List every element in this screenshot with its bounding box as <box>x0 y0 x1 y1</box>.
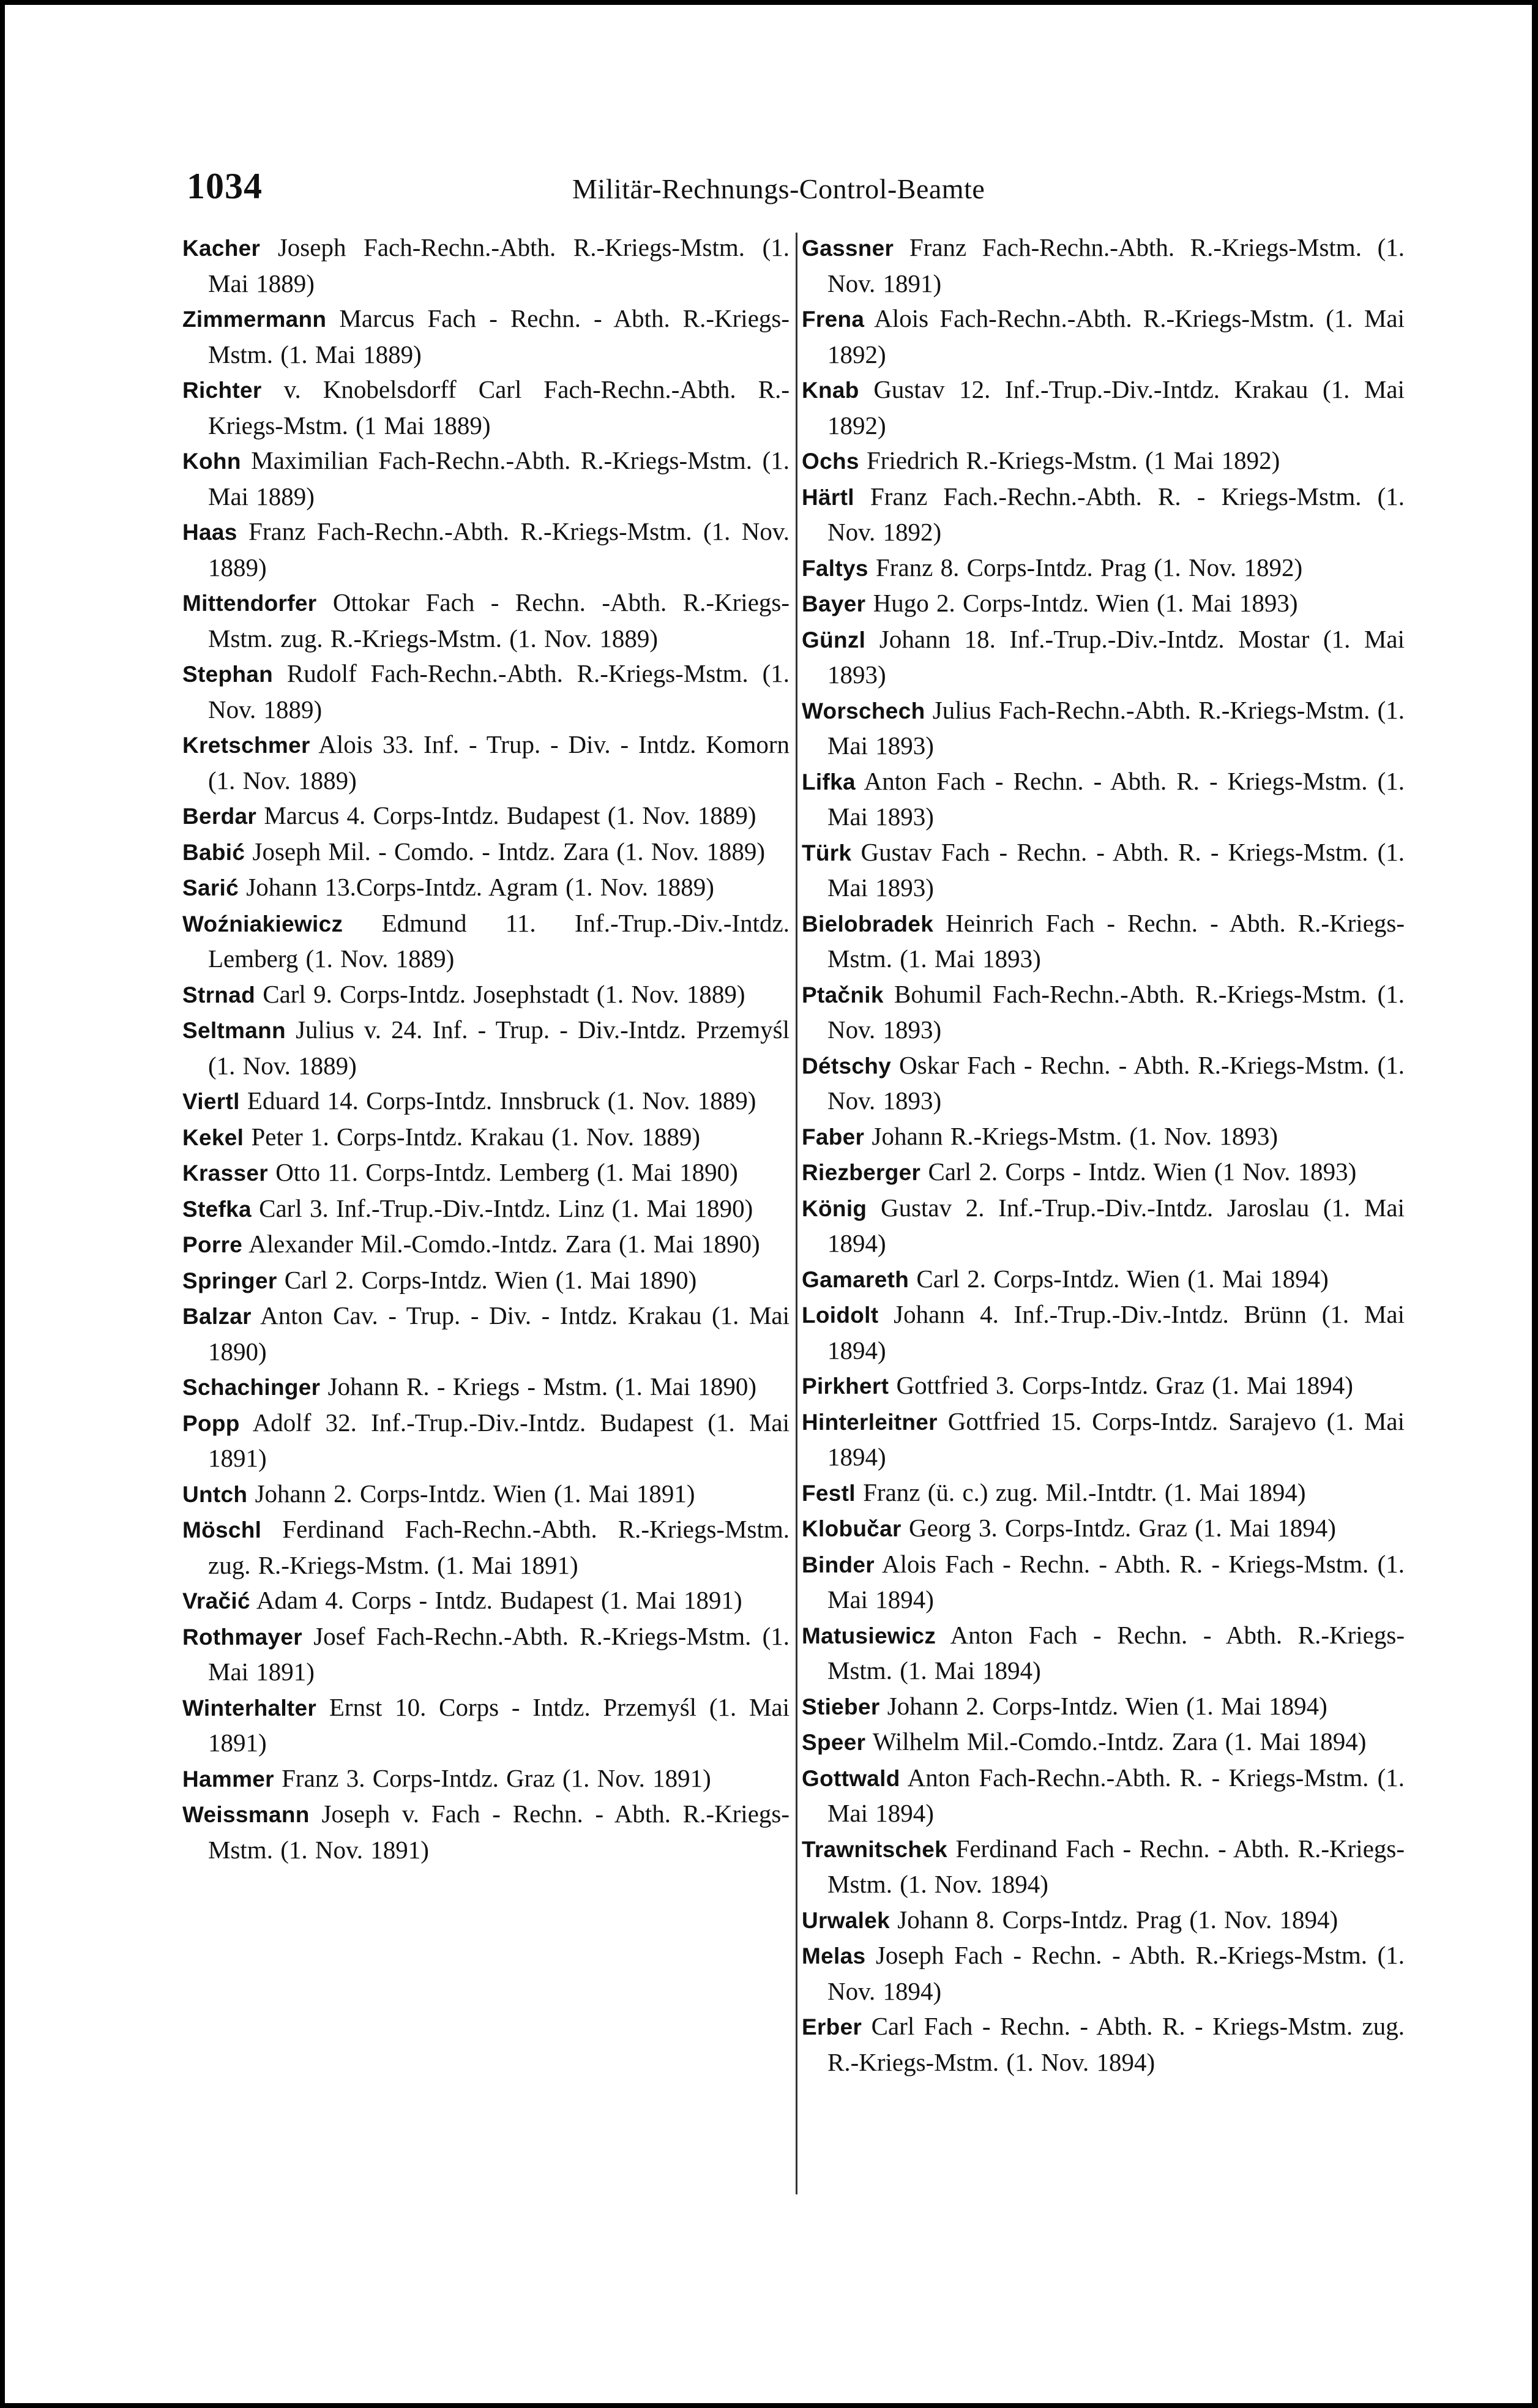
register-entry <box>802 372 1405 443</box>
register-entry <box>802 2009 1405 2080</box>
entry-details: Johann 4. Inf.-Trup.-Div.-Intdz. Brünn (1. Mai 1894) <box>827 1300 1405 1364</box>
entry-details: Rudolf Fach-Rechn.-Abth. R.-Kriegs-Mstm. (1. Nov. 1889) <box>208 659 790 724</box>
register-entry <box>802 1154 1405 1191</box>
entry-surname: Möschl <box>182 1517 262 1542</box>
entry-details: Gustav 12. Inf.-Trup.-Div.-Intdz. Krakau (1. Mai 1892) <box>827 375 1405 439</box>
entry-details: Franz (ü. c.) zug. Mil.-Intdtr. (1. Mai 1894) <box>863 1478 1306 1506</box>
entry-details: Eduard 14. Corps-Intdz. Innsbruck (1. Nov. 1889) <box>247 1086 756 1115</box>
register-entry <box>182 1369 790 1405</box>
register-entry <box>182 1690 790 1761</box>
entry-surname: Günzl <box>802 627 866 652</box>
register-entry <box>182 1512 790 1583</box>
entry-details: Josef Fach-Rechn.-Abth. R.-Kriegs-Mstm. (1. Mai 1891) <box>208 1621 790 1686</box>
register-entry <box>182 798 790 834</box>
register-entry <box>802 230 1405 301</box>
left-column <box>182 230 790 1868</box>
entry-surname: Stieber <box>802 1694 880 1719</box>
entry-surname: Richter <box>182 378 262 403</box>
entry-details: Franz Fach.-Rechn.-Abth. R. - Kriegs-Mstm. (1. Nov. 1892) <box>827 482 1405 546</box>
entry-details: Gustav 2. Inf.-Trup.-Div.-Intdz. Jaroslau (1. Mai 1894) <box>827 1193 1405 1257</box>
register-entry <box>182 585 790 656</box>
register-entry <box>802 1191 1405 1262</box>
register-entry <box>182 1155 790 1191</box>
entry-surname: Woźniakiewicz <box>182 911 343 937</box>
register-entry <box>802 1689 1405 1725</box>
register-entry <box>182 1797 790 1868</box>
register-entry <box>802 443 1405 479</box>
entry-surname: Balzar <box>182 1304 252 1329</box>
entry-details: Carl 2. Corps - Intdz. Wien (1 Nov. 1893) <box>928 1157 1357 1186</box>
entry-details: Maximilian Fach-Rechn.-Abth. R.-Kriegs-Mstm. (1. Mai 1889) <box>208 446 790 510</box>
register-entry <box>182 1583 790 1619</box>
register-entry <box>802 1831 1405 1902</box>
entry-details: Ottokar Fach - Rechn. -Abth. R.-Kriegs-Mstm. zug. R.-Kriegs-Mstm. (1. Nov. 1889) <box>208 588 790 652</box>
entry-details: Gottfried 3. Corps-Intdz. Graz (1. Mai 1894) <box>896 1371 1353 1399</box>
entry-details: Ferdinand Fach-Rechn.-Abth. R.-Kriegs-Mstm. zug. R.-Kriegs-Mstm. (1. Mai 1891) <box>208 1515 790 1579</box>
register-entry <box>802 1368 1405 1404</box>
register-entry <box>802 1404 1405 1475</box>
entry-surname: Gottwald <box>802 1765 900 1791</box>
entry-details: Oskar Fach - Rechn. - Abth. R.-Kriegs-Mstm. (1. Nov. 1893) <box>827 1050 1405 1115</box>
entry-surname: Haas <box>182 520 237 545</box>
register-entry <box>802 764 1405 835</box>
entry-details: Ferdinand Fach - Rechn. - Abth. R.-Kriegs-Mstm. (1. Nov. 1894) <box>827 1834 1405 1898</box>
entry-surname: Stefka <box>182 1196 252 1222</box>
entry-details: Alois Fach-Rechn.-Abth. R.-Kriegs-Mstm. (1. Mai 1892) <box>827 304 1405 368</box>
entry-details: Johann 2. Corps-Intdz. Wien (1. Mai 1891) <box>255 1479 695 1508</box>
entry-details: Joseph Fach-Rechn.-Abth. R.-Kriegs-Mstm. (1. Mai 1889) <box>208 233 790 297</box>
register-entry <box>802 977 1405 1048</box>
entry-surname: Seltmann <box>182 1018 286 1043</box>
entry-surname: Gamareth <box>802 1266 909 1292</box>
entry-details: v. Knobelsdorff Carl Fach-Rechn.-Abth. R.-Kriegs-Mstm. (1 Mai 1889) <box>208 375 790 439</box>
entry-surname: Matusiewicz <box>802 1623 936 1648</box>
register-entry <box>182 1083 790 1120</box>
entry-surname: Bayer <box>802 591 866 616</box>
entry-surname: Faltys <box>802 555 868 581</box>
entry-details: Adam 4. Corps - Intdz. Budapest (1. Mai 1891) <box>256 1586 742 1614</box>
entry-surname: Türk <box>802 840 852 866</box>
register-entry <box>182 1405 790 1476</box>
entry-surname: Melas <box>802 1943 866 1969</box>
entry-surname: Kohn <box>182 449 241 474</box>
entry-surname: Weissmann <box>182 1802 310 1827</box>
entry-surname: Loidolt <box>802 1303 879 1328</box>
entry-surname: Springer <box>182 1268 277 1293</box>
entry-details: Friedrich R.-Kriegs-Mstm. (1 Mai 1892) <box>867 446 1280 474</box>
entry-surname: Bielobradek <box>802 911 934 937</box>
entry-surname: Untch <box>182 1481 248 1507</box>
entry-details: Johann 2. Corps-Intdz. Wien (1. Mai 1894) <box>887 1691 1327 1720</box>
entry-details: Johann 13.Corps-Intdz. Agram (1. Nov. 1889) <box>246 873 714 901</box>
entry-details: Anton Cav. - Trup. - Div. - Intdz. Krakau (1. Mai 1890) <box>208 1301 790 1366</box>
entry-surname: Mittendorfer <box>182 591 317 616</box>
register-entry <box>182 977 790 1013</box>
entry-details: Carl 3. Inf.-Trup.-Div.-Intdz. Linz (1. Mai 1890) <box>259 1194 753 1222</box>
register-entry <box>802 906 1405 977</box>
entry-details: Johann R. - Kriegs - Mstm. (1. Mai 1890) <box>327 1372 757 1400</box>
entry-surname: Schachinger <box>182 1375 321 1400</box>
register-entry <box>182 1761 790 1797</box>
register-entry <box>802 835 1405 906</box>
entry-details: Joseph Mil. - Comdo. - Intdz. Zara (1. Nov. 1889) <box>252 837 765 866</box>
register-entry <box>182 1298 790 1369</box>
entry-surname: Porre <box>182 1232 243 1257</box>
entry-details: Anton Fach-Rechn.-Abth. R. - Kriegs-Mstm. (1. Mai 1894) <box>827 1763 1405 1827</box>
entry-surname: Urwalek <box>802 1907 890 1933</box>
entry-details: Franz 8. Corps-Intdz. Prag (1. Nov. 1892) <box>876 553 1303 581</box>
entry-surname: Pirkhert <box>802 1374 889 1399</box>
entry-details: Georg 3. Corps-Intdz. Graz (1. Mai 1894) <box>909 1514 1336 1542</box>
entry-details: Johann 8. Corps-Intdz. Prag (1. Nov. 1894) <box>897 1905 1338 1934</box>
entry-surname: Speer <box>802 1730 866 1755</box>
entry-details: Franz Fach-Rechn.-Abth. R.-Kriegs-Mstm. (1. Nov. 1889) <box>208 517 790 581</box>
entry-surname: Krasser <box>182 1161 268 1186</box>
entry-surname: Ptačnik <box>802 982 884 1008</box>
entry-details: Marcus Fach - Rechn. - Abth. R.-Kriegs-Mstm. (1. Mai 1889) <box>208 304 790 368</box>
entry-details: Gottfried 15. Corps-Intdz. Sarajevo (1. Mai 1894) <box>827 1407 1405 1471</box>
register-entry <box>182 1263 790 1299</box>
entry-details: Alexander Mil.-Comdo.-Intdz. Zara (1. Mai 1890) <box>248 1230 760 1258</box>
entry-surname: Trawnitschek <box>802 1836 948 1862</box>
right-column <box>802 230 1405 2080</box>
entry-surname: Lifka <box>802 769 856 795</box>
entry-surname: Rothmayer <box>182 1624 302 1650</box>
entry-surname: Worschech <box>802 698 925 724</box>
entry-details: Julius v. 24. Inf. - Trup. - Div.-Intdz. Przemyśl (1. Nov. 1889) <box>208 1015 790 1080</box>
entry-surname: Erber <box>802 2014 862 2040</box>
entry-surname: Winterhalter <box>182 1695 317 1721</box>
register-entry <box>182 1012 790 1083</box>
register-entry <box>182 230 790 301</box>
register-entry <box>802 586 1405 622</box>
entry-surname: Viertl <box>182 1089 240 1114</box>
register-entry <box>182 727 790 798</box>
entry-details: Julius Fach-Rechn.-Abth. R.-Kriegs-Mstm. (1. Mai 1893) <box>827 695 1405 760</box>
entry-surname: Gassner <box>802 236 894 261</box>
entry-details: Johann R.-Kriegs-Mstm. (1. Nov. 1893) <box>872 1121 1279 1150</box>
register-entry <box>802 1297 1405 1368</box>
entry-surname: Sarić <box>182 875 239 900</box>
entry-details: Carl 2. Corps-Intdz. Wien (1. Mai 1894) <box>916 1264 1329 1293</box>
register-entry <box>182 1120 790 1156</box>
entry-surname: Hinterleitner <box>802 1409 938 1435</box>
entry-details: Carl Fach - Rechn. - Abth. R. - Kriegs-Mstm. zug. R.-Kriegs-Mstm. (1. Nov. 1894) <box>827 2012 1405 2076</box>
entry-surname: Berdar <box>182 804 257 829</box>
entry-surname: Kekel <box>182 1124 244 1150</box>
entry-surname: Kretschmer <box>182 733 310 758</box>
register-entry <box>802 1475 1405 1511</box>
register-entry <box>182 443 790 514</box>
entry-surname: Détschy <box>802 1053 892 1079</box>
entry-details: Franz Fach-Rechn.-Abth. R.-Kriegs-Mstm. (1. Nov. 1891) <box>827 233 1405 297</box>
entry-surname: Zimmermann <box>182 307 327 332</box>
register-entry <box>802 1048 1405 1119</box>
register-entry <box>802 1724 1405 1760</box>
page-number: 1034 <box>187 166 263 206</box>
entry-details: Gustav Fach - Rechn. - Abth. R. - Kriegs-Mstm. (1. Mai 1893) <box>827 837 1405 902</box>
entry-details: Anton Fach - Rechn. - Abth. R. - Kriegs-Mstm. (1. Mai 1893) <box>827 766 1405 831</box>
entry-surname: Riezberger <box>802 1160 921 1185</box>
entry-surname: Binder <box>802 1552 875 1577</box>
entry-surname: Klobučar <box>802 1516 902 1541</box>
register-entry <box>182 1476 790 1512</box>
entry-details: Franz 3. Corps-Intdz. Graz (1. Nov. 1891) <box>282 1763 711 1792</box>
entry-surname: König <box>802 1195 867 1221</box>
entry-details: Otto 11. Corps-Intdz. Lemberg (1. Mai 1890) <box>275 1158 738 1186</box>
register-entry <box>182 906 790 977</box>
entry-surname: Stephan <box>182 662 274 687</box>
register-entry <box>802 1262 1405 1298</box>
entry-details: Adolf 32. Inf.-Trup.-Div.-Intdz. Budapest (1. Mai 1891) <box>208 1408 790 1472</box>
register-entry <box>802 1760 1405 1831</box>
register-entry <box>802 1511 1405 1547</box>
register-entry <box>182 301 790 372</box>
register-entry <box>182 1227 790 1263</box>
entry-surname: Härtl <box>802 484 854 510</box>
entry-details: Ernst 10. Corps - Intdz. Przemyśl (1. Mai 1891) <box>208 1692 790 1757</box>
register-entry <box>182 372 790 443</box>
register-entry <box>802 301 1405 372</box>
register-entry <box>802 622 1405 693</box>
register-entry <box>802 550 1405 586</box>
entry-surname: Kacher <box>182 236 261 261</box>
entry-details: Marcus 4. Corps-Intdz. Budapest (1. Nov. 1889) <box>264 801 756 829</box>
entry-surname: Festl <box>802 1480 856 1506</box>
entry-details: Joseph Fach - Rechn. - Abth. R.-Kriegs-Mstm. (1. Nov. 1894) <box>827 1941 1405 2005</box>
register-entry <box>182 514 790 585</box>
entry-details: Bohumil Fach-Rechn.-Abth. R.-Kriegs-Mstm. (1. Nov. 1893) <box>827 979 1405 1044</box>
entry-surname: Faber <box>802 1124 865 1150</box>
register-entry <box>802 1938 1405 2009</box>
register-entry <box>802 1618 1405 1689</box>
entry-details: Wilhelm Mil.-Comdo.-Intdz. Zara (1. Mai 1894) <box>872 1727 1367 1756</box>
register-entry <box>802 1119 1405 1155</box>
entry-surname: Ochs <box>802 449 859 474</box>
entry-details: Joseph v. Fach - Rechn. - Abth. R.-Kriegs-Mstm. (1. Nov. 1891) <box>208 1800 790 1864</box>
entry-details: Alois Fach - Rechn. - Abth. R. - Kriegs-Mstm. (1. Mai 1894) <box>827 1549 1405 1613</box>
register-entry <box>182 870 790 906</box>
column-divider <box>796 233 797 2194</box>
entry-details: Edmund 11. Inf.-Trup.-Div.-Intdz. Lemberg (1. Nov. 1889) <box>208 908 790 973</box>
entry-surname: Knab <box>802 378 859 403</box>
register-entry <box>182 1619 790 1690</box>
register-entry <box>802 1902 1405 1939</box>
register-entry <box>182 656 790 727</box>
entry-surname: Vračić <box>182 1588 250 1613</box>
register-entry <box>802 1547 1405 1618</box>
entry-surname: Strnad <box>182 982 255 1008</box>
entry-details: Anton Fach - Rechn. - Abth. R.-Kriegs-Mstm. (1. Mai 1894) <box>827 1620 1405 1684</box>
entry-details: Carl 2. Corps-Intdz. Wien (1. Mai 1890) <box>284 1265 697 1294</box>
running-head: Militär-Rechnungs-Control-Beamte <box>572 173 985 204</box>
register-entry <box>182 1191 790 1227</box>
entry-surname: Popp <box>182 1410 240 1436</box>
entry-surname: Hammer <box>182 1766 274 1792</box>
register-entry <box>182 834 790 870</box>
entry-details: Heinrich Fach - Rechn. - Abth. R.-Kriegs-Mstm. (1. Mai 1893) <box>827 908 1405 973</box>
entry-details: Johann 18. Inf.-Trup.-Div.-Intdz. Mostar (1. Mai 1893) <box>827 624 1405 689</box>
entry-details: Alois 33. Inf. - Trup. - Div. - Intdz. Komorn (1. Nov. 1889) <box>208 730 790 795</box>
register-entry <box>802 479 1405 550</box>
entry-details: Carl 9. Corps-Intdz. Josephstadt (1. Nov. 1889) <box>263 979 745 1008</box>
entry-details: Peter 1. Corps-Intdz. Krakau (1. Nov. 1889) <box>251 1122 700 1151</box>
entry-details: Hugo 2. Corps-Intdz. Wien (1. Mai 1893) <box>873 589 1298 617</box>
entry-surname: Babić <box>182 839 245 865</box>
entry-surname: Frena <box>802 307 865 332</box>
register-entry <box>802 693 1405 764</box>
